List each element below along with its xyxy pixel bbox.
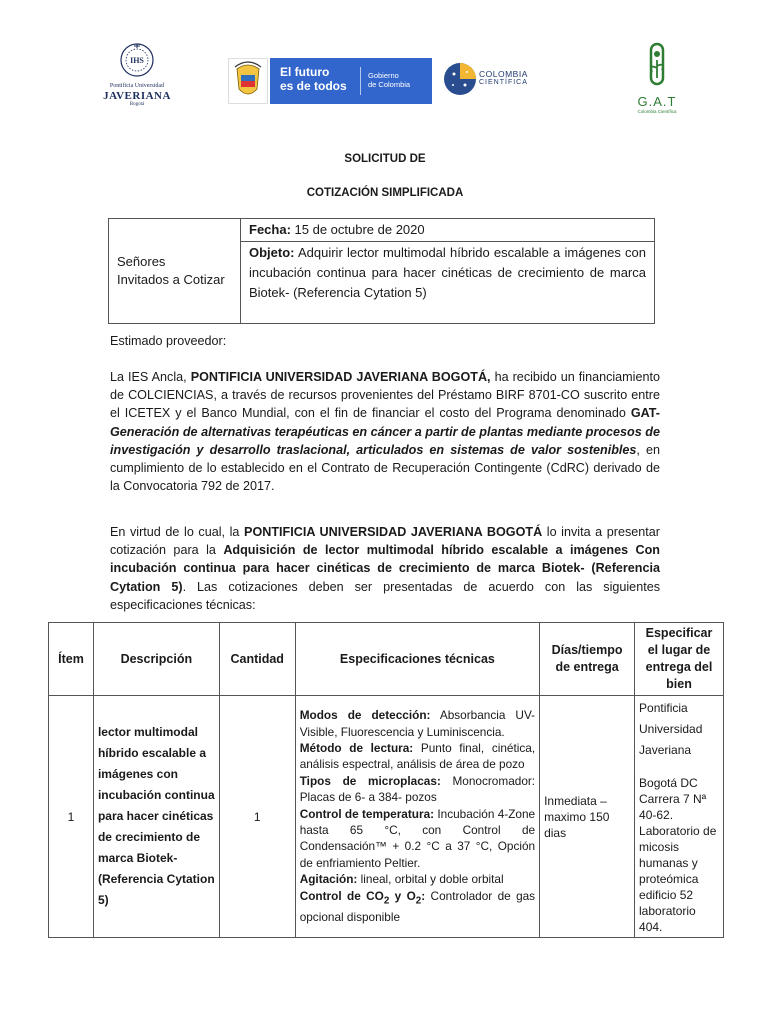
p2-text-2: lo invita a presentar cotización para la [110, 525, 660, 558]
header-item: Ítem [49, 623, 94, 696]
gobierno-sub-line1: Gobierno [368, 71, 399, 80]
spec-gas: Control de $CO_2$ y $O_2$: Controlador de gas opcional disponible [299, 888, 536, 925]
header-cantidad: Cantidad [219, 623, 295, 696]
p1-bold-1: PONTIFICIA UNIVERSIDAD JAVERIANA BOGOTÁ, [190, 370, 491, 384]
gat-plant-icon [639, 42, 675, 90]
header-dias: Días/tiempo de entrega [540, 623, 635, 696]
recipients-line1: Señores [117, 254, 166, 269]
logo-bar [0, 40, 770, 120]
objeto-cell [241, 242, 655, 324]
paragraph-2 [110, 523, 660, 614]
fecha-cell [241, 219, 655, 242]
spec-tipos: Tipos de microplacas: Monocromador: Placas de 6- a 384- pozos [299, 773, 536, 805]
gat-name: G.A.T [637, 94, 677, 109]
row-lugar [635, 696, 724, 938]
p1-bold-2: GAT- [630, 406, 660, 421]
header-table [108, 218, 655, 324]
gobierno-logo [228, 58, 432, 104]
header-descripcion: Descripción [93, 623, 219, 696]
javeriana-line1: Pontificia Universidad [109, 83, 165, 89]
spec-control: Control de temperatura: Incubación 4-Zone hasta 65 °C, con Control de Condensación™ + 0.2 °C a 37 °C, Opción de enfriamiento Peltier. [299, 806, 536, 870]
spec-metodo: Método de lectura: Punto final, cinética, análisis espectral, análisis de área de pozo [299, 740, 536, 772]
items-table [48, 622, 724, 938]
header-especificaciones: Especificaciones técnicas [295, 623, 539, 696]
p1-text-1: La IES Ancla, [110, 370, 191, 384]
header-lugar: Especificar el lugar de entrega del bien [635, 623, 724, 696]
row-descripcion: lector multimodal híbrido escalable a imágenes con incubación continua para hacer cinéticas de crecimiento de marca Biotek- (Referencia Cytation 5) [93, 696, 219, 938]
row-dias: Inmediata – maximo 150 dias [540, 696, 635, 938]
p2-text-1: En virtud de lo cual, la [110, 525, 245, 539]
javeriana-line3: Bogotá [129, 102, 145, 107]
recipients-line2: Invitados a Cotizar [117, 272, 225, 287]
lugar-line1: Pontificia Universidad Javeriana [639, 701, 703, 757]
table-row [49, 696, 724, 938]
colombia-cientifica-circle-icon [443, 62, 477, 96]
gobierno-main-line1: El futuro [280, 65, 330, 79]
objeto-label: Objeto: [249, 245, 295, 260]
row-item: 1 [49, 696, 94, 938]
gobierno-divider [360, 67, 361, 95]
title-line1: SOLICITUD DE [344, 153, 426, 165]
title-line2: COTIZACIÓN SIMPLIFICADA [306, 187, 464, 199]
p2-bold-2: Adquisición de lector multimodal híbrido escalable a imágenes Con incubación continua para hacer cinéticas de crecimiento de marca Biotek- (Referencia Cytation 5) [110, 543, 660, 594]
spec-agitacion: Agitación: lineal, orbital y doble orbital [299, 872, 504, 887]
colombia-cientifica-line2: CIENTÍFICA [479, 79, 528, 86]
fecha-value: 15 de octubre de 2020 [290, 222, 425, 237]
recipients-cell [109, 219, 241, 324]
p1-program-name: Generación de alternativas terapéuticas en cáncer a partir de plantas mediante procesos de investigación y desarrollo traslacional, articulados en sistemas de valor sostenibles [110, 424, 660, 457]
javeriana-crest-icon [119, 42, 155, 78]
spec-modos: Modos de detección: Absorbancia UV-Visible, Fluorescencia y Luminiscencia. [299, 708, 536, 739]
items-header-row [49, 623, 724, 696]
gobierno-sub-line2: de Colombia [368, 80, 411, 89]
colombia-shield-icon [228, 58, 268, 104]
row-cantidad: 1 [219, 696, 295, 938]
lugar-line2: Bogotá DC Carrera 7 Nª 40-62. Laboratorio de micosis humanas y proteómica edificio 52 laboratorio 404. [639, 776, 717, 934]
p1-text-3: , en cumplimiento de lo establecido en el Contrato de Recuperación Contingente (CdRC) derivado de la Convocatoria 792 de 2017. [110, 442, 661, 494]
colombia-cientifica-logo [443, 62, 543, 102]
gat-logo [626, 42, 688, 115]
p2-bold-1: PONTIFICIA UNIVERSIDAD JAVERIANA BOGOTÁ [244, 525, 543, 539]
objeto-value: Adquirir lector multimodal híbrido escalable a imágenes con incubación continua para hacer cinéticas de crecimiento de marca Biotek- (Referencia Cytation 5) [249, 245, 646, 300]
javeriana-logo [96, 42, 178, 108]
row-especificaciones [295, 696, 539, 938]
fecha-label: Fecha: [249, 222, 291, 237]
gobierno-main-line2: es de todos [280, 79, 347, 93]
greeting: Estimado proveedor: [110, 334, 227, 348]
paragraph-1 [110, 368, 660, 495]
gat-subtitle: Colombia Científica [637, 109, 677, 114]
colombia-cientifica-line1: COLOMBIA [479, 69, 528, 79]
javeriana-line2: JAVERIANA [103, 90, 171, 102]
svg-text:IHS: IHS [130, 56, 144, 65]
p2-text-3: . Las cotizaciones deben ser presentadas de acuerdo con las siguientes especificaciones técnicas: [110, 579, 660, 612]
p1-text-2: ha recibido un financiamiento de COLCIENCIAS, a través de recursos provenientes del Préstamo BIRF 8701-CO suscrito entre el ICETEX y el Banco Mundial, con el fin de financiar el costo del Programa denominado [110, 370, 660, 421]
